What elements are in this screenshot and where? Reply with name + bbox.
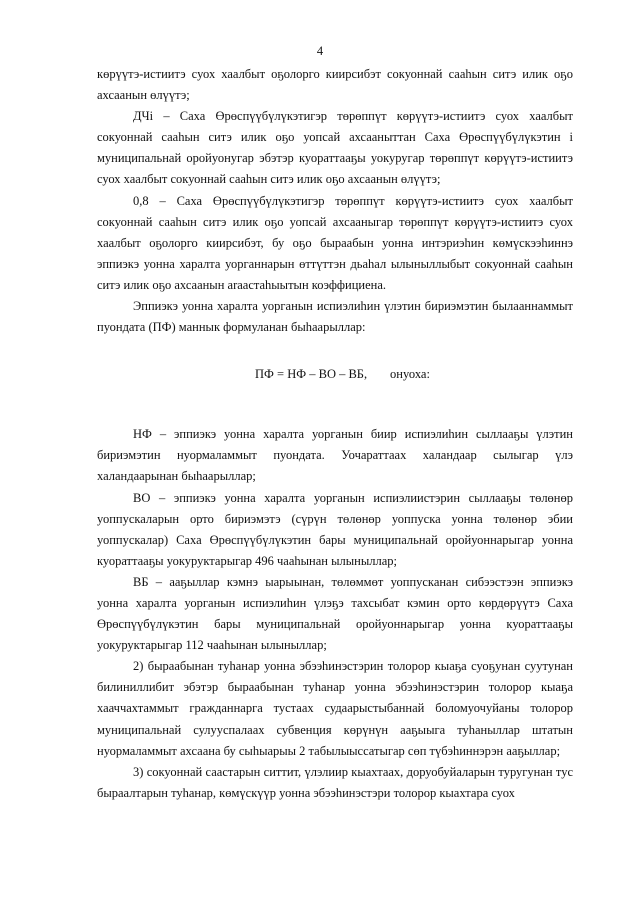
document-body xyxy=(97,64,573,804)
paragraph-5: НФ – эппиэкэ уонна харалта уорганын биир испиэлиһин сыллааҕы үлэтин бириэмэтин нуормаламмыт пуондата. Уочараттаах халандаар сылыгар үлэ халандаарынан быһаарыллар; xyxy=(97,427,573,484)
paragraph-6: ВО – эппиэкэ уонна харалта уорганын испиэлиистэрин сыллааҕы төлөнөр уоппускаларын орто бириэмэтэ (сүрүн төлөнөр уоппуска уонна төлөнөр эбии уоппускалар) Саха Өрөспүүбүлүкэтин бары муниципальнай оройуоннарыгар уонна куораттааҕы уокуруктарыгар 496 чааһынан ылыныллар; xyxy=(97,490,573,568)
paragraph-9: 3) сокуоннай саастарын ситтит, үлэлиир кыахтаах, доруобуйаларын туругунан тус быраалтарын туһанар, көмүскүүр уонна эбээһинэстэри толорор кыахтара суох xyxy=(97,764,573,800)
paragraph-1: көрүүтэ-истиитэ суох хаалбыт оҕолорго киирсибэт сокуоннай сааһын ситэ илик оҕо ахсаанын өлүүтэ; xyxy=(97,67,573,103)
paragraph-4: Эппиэкэ уонна харалта уорганын испиэлиһин үлэтин бириэмэтин былааннаммыт пуондата (ПФ) маннык формуланан быһаарыллар: xyxy=(97,299,573,335)
paragraph-7: ВБ – ааҕыллар кэмнэ ыарыынан, төлөммөт уоппусканан сибээстээн эппиэкэ уонна харалта уорганын испиэлиһин үлэҕэ тахсыбат кэмин орто көрдөрүүтэ Саха Өрөспүүбүлүкэтин бары муниципальнай оройуоннарыгар уонна куораттааҕы уокуруктарыгар 112 чааһынан ылыныллар; xyxy=(97,574,573,653)
formula: ПФ = НФ – ВО – ВБ, xyxy=(255,367,368,382)
formula-row xyxy=(97,346,573,396)
formula-note: онуоха: xyxy=(390,367,430,382)
paragraph-8: 2) быраабынан туһанар уонна эбээһинэстэрин толорор кыаҕа суоҕунан суутунан билиниллибит эбэтэр быраабынан туһанар уонна эбээһинэстэрин толорор кыаҕа хааччахтаммыт гражданнарга тустаах судаарыстыбаннай боломуочуйаны толорор муниципальнай сулууспалаах субвенция көрүнүн ааҕыыга туһаныллар штатын нуормаламмыт ахсаана бу сыһыарыы 2 табылыыссатыгар сөп түбэһиннэрэн ааҕыллар; xyxy=(97,659,573,758)
paragraph-3: 0,8 – Саха Өрөспүүбүлүкэтигэр төрөппүт көрүүтэ-истиитэ суох хаалбыт сокуоннай сааһын ситэ илик оҕо уопсай ахсааныгар төрөппүт көрүүтэ-истиитэ суох хаалбыт оҕолорго киирсибэт, бу оҕо быраабын уонна интэриэһин көмүскээһиннэ эппиэкэ уонна харалта уорганнарын өттүттэн дьаһал ылыныллыбыт сокуоннай сааһын ситэ илик оҕо ахсаанын araастаһыытын коэффициена. xyxy=(97,193,573,292)
paragraph-2: ДЧi – Саха Өрөспүүбүлүкэтигэр төрөппүт көрүүтэ-истиитэ суох хаалбыт сокуоннай сааһын ситэ илик оҕо уопсай ахсааныттан Саха Өрөспүүбүлүкэтин i муниципальнай оройуонугар эбэтэр куораттааҕы уокуругар төрөппүт көрүүтэ-истиитэ суох хаалбыт сокуоннай сааһын ситэ илик оҕо ахсаанын өлүүтэ; xyxy=(97,109,573,187)
page-number: 4 xyxy=(316,44,324,58)
